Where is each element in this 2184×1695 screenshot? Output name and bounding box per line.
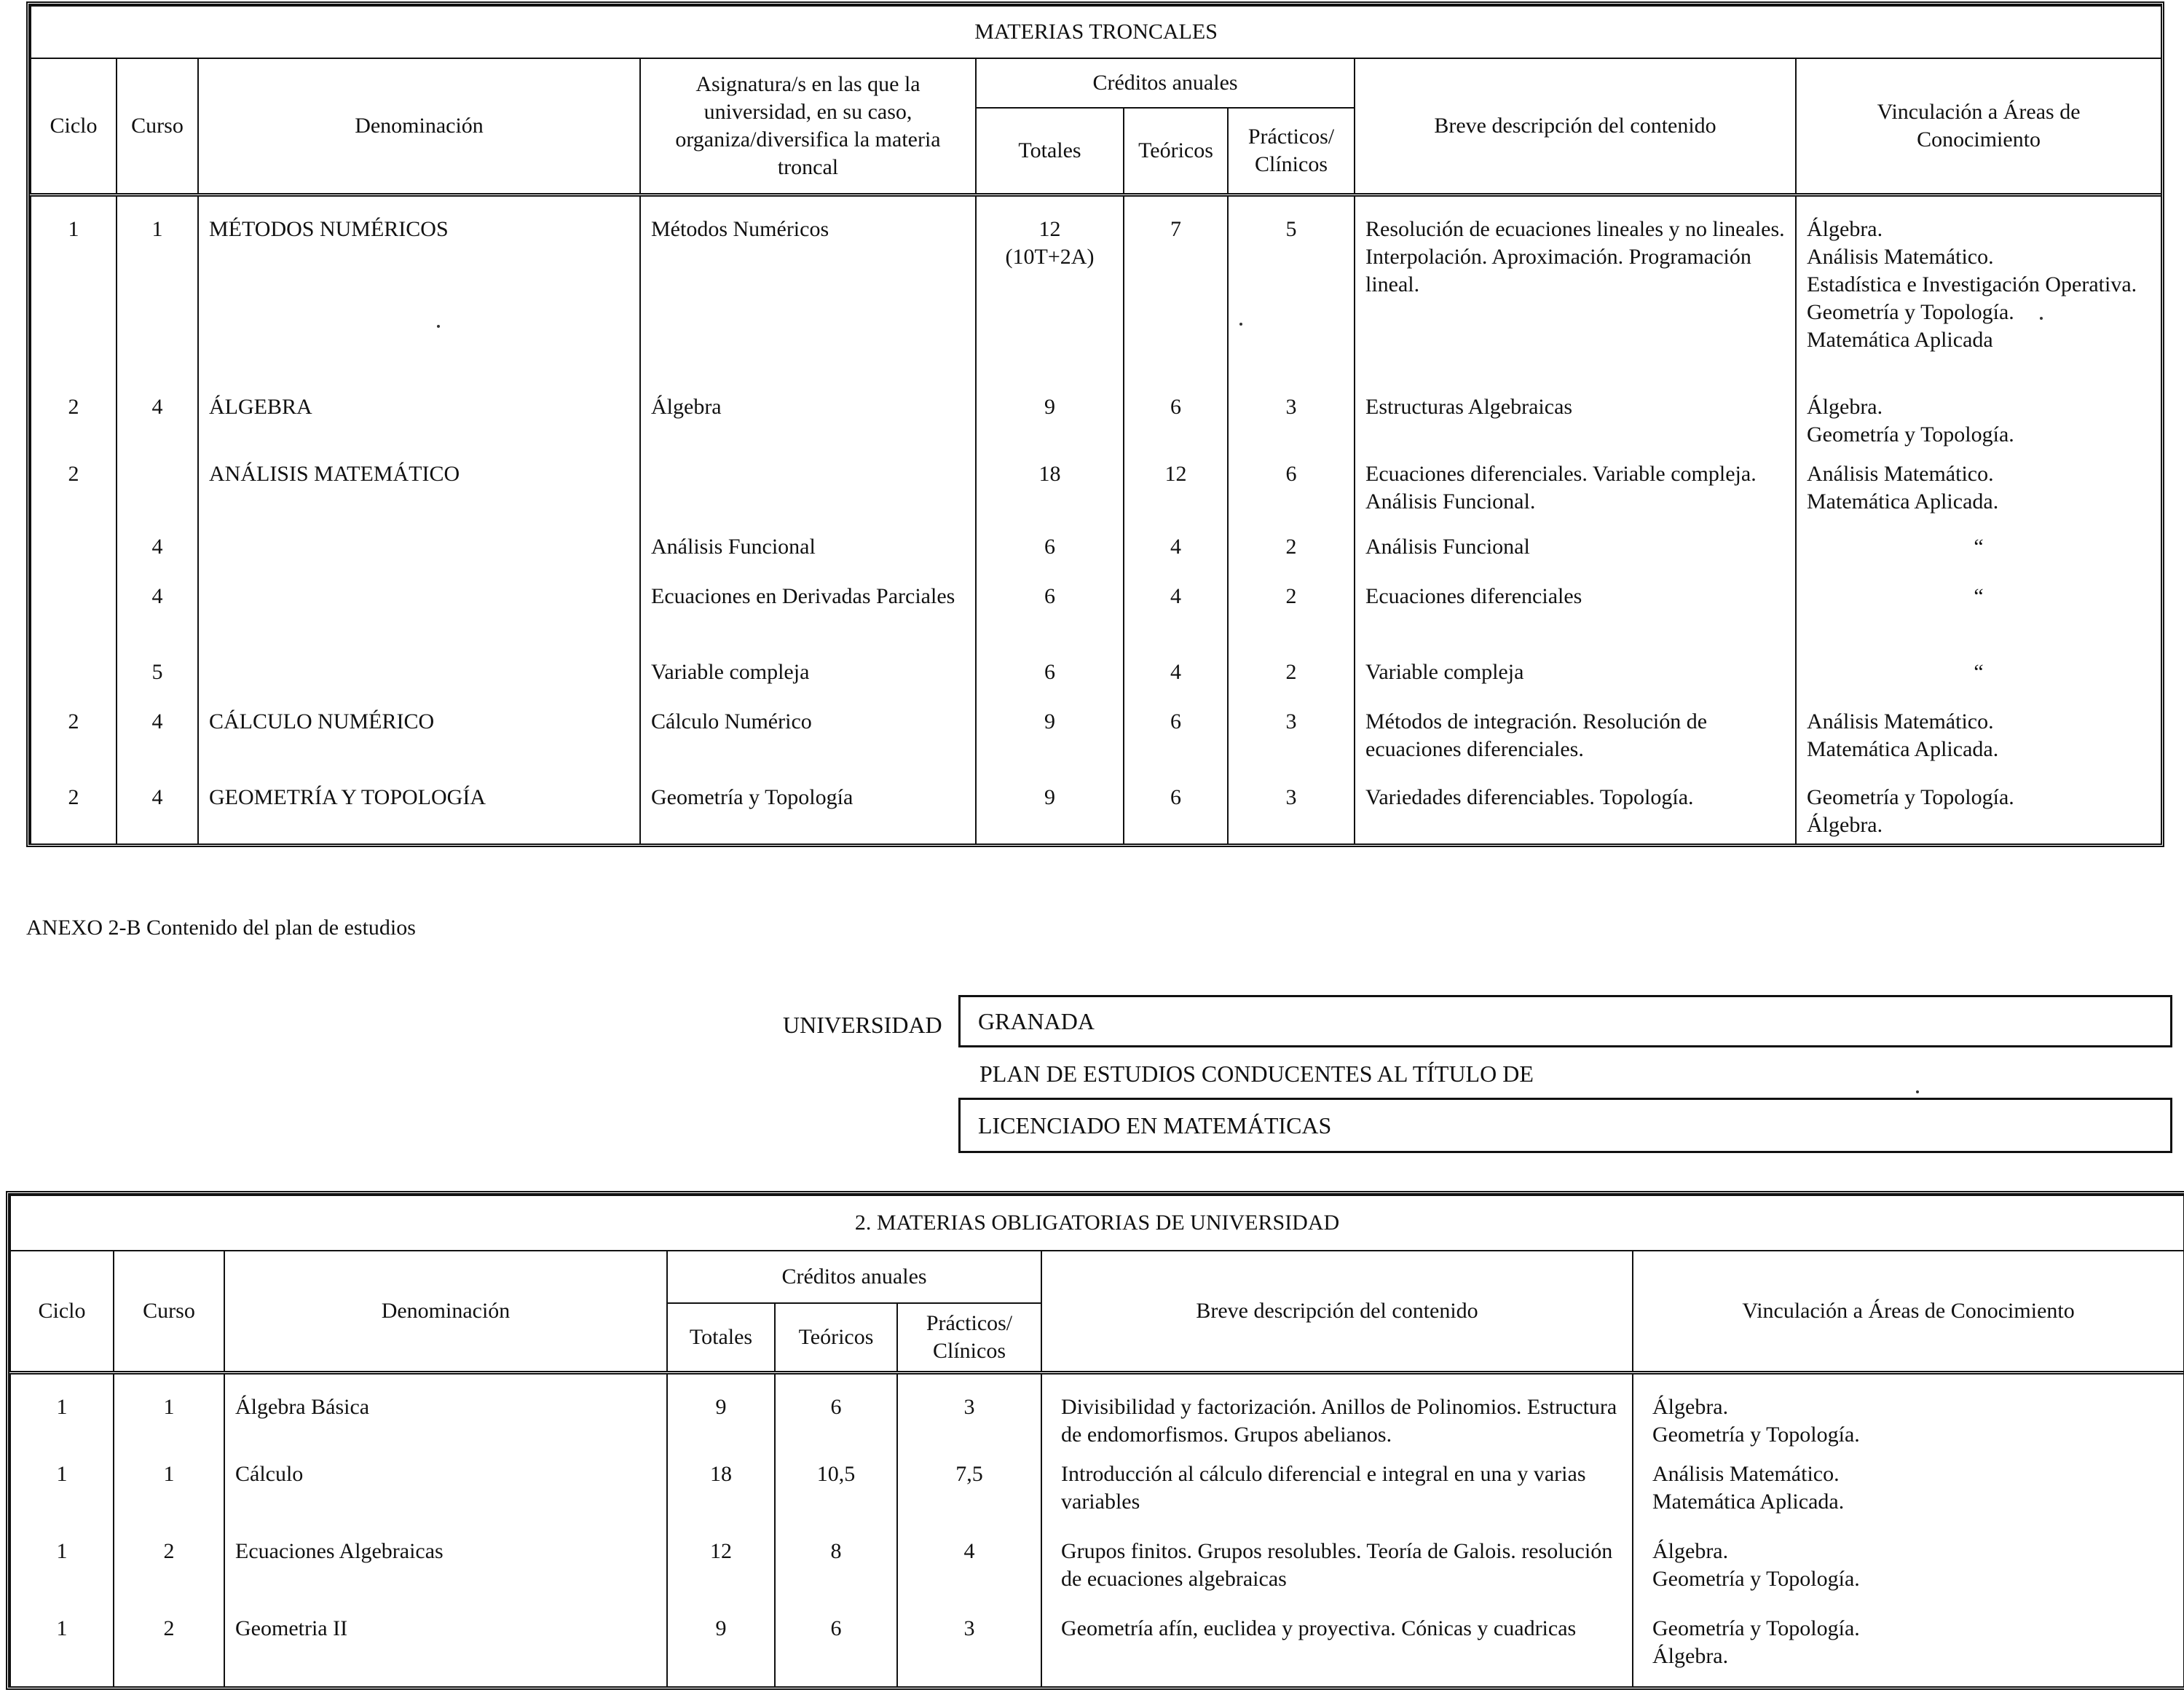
header-asignaturas: Asignatura/s en las que la universidad, en su caso, organiza/diversifica la materia troncal (640, 58, 976, 195)
cell-descripcion: Ecuaciones diferenciales. Variable compleja. Análisis Funcional. (1355, 455, 1796, 527)
vinculacion-line: Matemática Aplicada. (1807, 736, 1999, 761)
vinculacion-line: Geometría y Topología. (1807, 300, 2014, 324)
header-descripcion: Breve descripción del contenido (1041, 1251, 1633, 1373)
table-row (10, 1609, 2184, 1686)
vinculacion-line: Geometría y Topología. (1652, 1423, 1860, 1447)
header-curso: Curso (117, 58, 198, 195)
cell-vinculacion (1796, 195, 2161, 388)
cell-curso (117, 455, 198, 527)
scan-speck (2040, 317, 2043, 320)
cell-ciclo: 2 (31, 778, 117, 843)
cell-practicos: 3 (897, 1609, 1041, 1686)
cell-practicos: 3 (1228, 388, 1355, 455)
cell-denominacion: ÁLGEBRA (198, 388, 640, 455)
totales-note: (10T+2A) (1005, 245, 1095, 269)
cell-denominacion: GEOMETRÍA Y TOPOLOGÍA (198, 778, 640, 843)
cell-curso: 4 (117, 778, 198, 843)
header-totales: Totales (667, 1303, 775, 1373)
cell-denominacion: Geometria II (224, 1609, 667, 1686)
table1-title: MATERIAS TRONCALES (31, 6, 2161, 58)
universidad-label: UNIVERSIDAD (783, 1012, 942, 1038)
vinculacion-line: Matemática Aplicada. (1652, 1489, 1845, 1514)
cell-descripcion: Grupos finitos. Grupos resolubles. Teoría de Galois. resolución de ecuaciones algebraicas (1041, 1532, 1633, 1609)
header-practicos: Prácticos/ Clínicos (897, 1303, 1041, 1373)
header-ciclo: Ciclo (10, 1251, 114, 1373)
vinculacion-line: Análisis Matemático. (1807, 245, 1994, 269)
cell-descripcion: Ecuaciones diferenciales (1355, 577, 1796, 653)
cell-ciclo: 1 (31, 195, 117, 388)
materias-obligatorias-table (6, 1191, 2184, 1690)
plan-text: PLAN DE ESTUDIOS CONDUCENTES AL TÍTULO DE (979, 1061, 1534, 1087)
header-denominacion: Denominación (198, 58, 640, 195)
vinculacion-line: Geometría y Topología. (1652, 1616, 1860, 1640)
vinculacion-line: Análisis Matemático. (1807, 709, 1994, 734)
universidad-value: GRANADA (978, 1007, 1095, 1034)
cell-denominacion (198, 653, 640, 702)
cell-teoricos: 4 (1124, 527, 1228, 577)
totales-value: 12 (1038, 217, 1061, 241)
cell-totales: 9 (976, 388, 1124, 455)
header-vinculacion: Vinculación a Áreas de Conocimiento (1633, 1251, 2184, 1373)
cell-teoricos: 6 (1124, 778, 1228, 843)
cell-asignatura: Análisis Funcional (640, 527, 976, 577)
cell-ciclo (31, 527, 117, 577)
table-row (31, 527, 2161, 577)
table-row (31, 455, 2161, 527)
cell-asignatura: Cálculo Numérico (640, 702, 976, 778)
table-row (10, 1455, 2184, 1532)
cell-curso: 4 (117, 388, 198, 455)
cell-totales: 18 (667, 1455, 775, 1532)
cell-practicos: 4 (897, 1532, 1041, 1609)
cell-curso: 2 (114, 1532, 224, 1609)
vinculacion-line: Álgebra. (1652, 1395, 1729, 1419)
cell-ciclo: 1 (10, 1373, 114, 1455)
cell-practicos: 2 (1228, 527, 1355, 577)
scan-speck (1916, 1090, 1919, 1093)
table-row (31, 702, 2161, 778)
cell-practicos: 7,5 (897, 1455, 1041, 1532)
table-row (31, 388, 2161, 455)
cell-totales: 6 (976, 577, 1124, 653)
cell-descripcion: Análisis Funcional (1355, 527, 1796, 577)
cell-practicos: 3 (1228, 702, 1355, 778)
cell-vinculacion (1633, 1373, 2184, 1455)
cell-asignatura: Ecuaciones en Derivadas Parciales (640, 577, 976, 653)
cell-teoricos: 10,5 (775, 1455, 897, 1532)
cell-denominacion: Álgebra Básica (224, 1373, 667, 1455)
header-creditos: Créditos anuales (976, 58, 1355, 108)
cell-asignatura: Geometría y Topología (640, 778, 976, 843)
cell-descripcion: Métodos de integración. Resolución de ecuaciones diferenciales. (1355, 702, 1796, 778)
cell-practicos: 3 (1228, 778, 1355, 843)
table-row (31, 195, 2161, 388)
cell-descripcion: Geometría afín, euclidea y proyectiva. Cónicas y cuadricas (1041, 1609, 1633, 1686)
cell-ciclo: 2 (31, 388, 117, 455)
cell-teoricos: 12 (1124, 455, 1228, 527)
cell-totales: 9 (976, 702, 1124, 778)
cell-practicos: 2 (1228, 653, 1355, 702)
cell-curso: 4 (117, 702, 198, 778)
cell-descripcion: Variedades diferenciables. Topología. (1355, 778, 1796, 843)
cell-denominacion: ANÁLISIS MATEMÁTICO (198, 455, 640, 527)
cell-teoricos: 8 (775, 1532, 897, 1609)
cell-totales: 6 (976, 527, 1124, 577)
cell-vinculacion (1796, 388, 2161, 455)
cell-teoricos: 4 (1124, 653, 1228, 702)
cell-curso: 1 (114, 1455, 224, 1532)
vinculacion-line: Álgebra. (1807, 812, 1883, 837)
cell-curso: 1 (114, 1373, 224, 1455)
cell-totales: 12 (667, 1532, 775, 1609)
cell-descripcion: Divisibilidad y factorización. Anillos de Polinomios. Estructura de endomorfismos. Grupos abelianos. (1041, 1373, 1633, 1455)
header-denominacion: Denominación (224, 1251, 667, 1373)
cell-ciclo: 1 (10, 1532, 114, 1609)
vinculacion-line: Álgebra. (1652, 1643, 1729, 1668)
table-row (31, 778, 2161, 843)
cell-asignatura (640, 455, 976, 527)
cell-ciclo: 1 (10, 1609, 114, 1686)
header-vinculacion: Vinculación a Áreas de Conocimiento (1796, 58, 2161, 195)
vinculacion-line: Geometría y Topología. (1652, 1566, 1860, 1591)
cell-ciclo: 2 (31, 702, 117, 778)
header-teoricos: Teóricos (1124, 108, 1228, 195)
cell-teoricos: 4 (1124, 577, 1228, 653)
cell-vinculacion (1633, 1609, 2184, 1686)
header-totales: Totales (976, 108, 1124, 195)
table2-title: 2. MATERIAS OBLIGATORIAS DE UNIVERSIDAD (10, 1195, 2184, 1251)
cell-ciclo: 1 (10, 1455, 114, 1532)
vinculacion-line: Matemática Aplicada. (1807, 489, 1999, 514)
table-row (31, 653, 2161, 702)
cell-vinculacion (1633, 1455, 2184, 1532)
cell-ciclo (31, 653, 117, 702)
cell-descripcion: Resolución de ecuaciones lineales y no lineales. Interpolación. Aproximación. Programación lineal. (1355, 195, 1796, 388)
cell-totales: 9 (667, 1373, 775, 1455)
cell-denominacion: Ecuaciones Algebraicas (224, 1532, 667, 1609)
scan-speck (437, 325, 440, 328)
cell-asignatura: Álgebra (640, 388, 976, 455)
cell-vinculacion: “ (1796, 577, 2161, 653)
vinculacion-line: Análisis Matemático. (1652, 1461, 1840, 1486)
cell-vinculacion: “ (1796, 653, 2161, 702)
cell-teoricos: 6 (775, 1373, 897, 1455)
vinculacion-line: Álgebra. (1807, 217, 1883, 241)
vinculacion-line: Análisis Matemático. (1807, 461, 1994, 486)
table-row (10, 1373, 2184, 1455)
table-row (10, 1532, 2184, 1609)
cell-descripcion: Estructuras Algebraicas (1355, 388, 1796, 455)
cell-teoricos: 6 (775, 1609, 897, 1686)
cell-teoricos: 6 (1124, 388, 1228, 455)
vinculacion-line: Álgebra. (1652, 1538, 1729, 1563)
vinculacion-line: Matemática Aplicada (1807, 328, 1993, 352)
cell-descripcion: Variable compleja (1355, 653, 1796, 702)
cell-curso: 4 (117, 527, 198, 577)
cell-teoricos: 6 (1124, 702, 1228, 778)
cell-asignatura: Variable compleja (640, 653, 976, 702)
cell-curso: 1 (117, 195, 198, 388)
cell-denominacion (198, 577, 640, 653)
vinculacion-line: Álgebra. (1807, 394, 1883, 419)
cell-curso: 2 (114, 1609, 224, 1686)
cell-curso: 4 (117, 577, 198, 653)
cell-vinculacion (1796, 455, 2161, 527)
cell-denominacion: MÉTODOS NUMÉRICOS (198, 195, 640, 388)
header-practicos: Prácticos/ Clínicos (1228, 108, 1355, 195)
header-teoricos: Teóricos (775, 1303, 897, 1373)
cell-practicos: 2 (1228, 577, 1355, 653)
annex-caption: ANEXO 2-B Contenido del plan de estudios (26, 916, 416, 940)
cell-totales: 9 (667, 1609, 775, 1686)
titulo-box (958, 1098, 2172, 1153)
cell-vinculacion (1796, 778, 2161, 843)
header-creditos: Créditos anuales (667, 1251, 1041, 1303)
titulo-value: LICENCIADO EN MATEMÁTICAS (978, 1112, 1332, 1138)
cell-totales: 9 (976, 778, 1124, 843)
cell-practicos: 5 (1228, 195, 1355, 388)
vinculacion-line: Geometría y Topología. (1807, 784, 2014, 809)
cell-ciclo (31, 577, 117, 653)
cell-teoricos: 7 (1124, 195, 1228, 388)
cell-descripcion: Introducción al cálculo diferencial e integral en una y varias variables (1041, 1455, 1633, 1532)
header-descripcion: Breve descripción del contenido (1355, 58, 1796, 195)
header-ciclo: Ciclo (31, 58, 117, 195)
cell-totales: 18 (976, 455, 1124, 527)
cell-totales: 6 (976, 653, 1124, 702)
cell-denominacion (198, 527, 640, 577)
vinculacion-line: Estadística e Investigación Operativa. (1807, 272, 2137, 296)
cell-denominacion: CÁLCULO NUMÉRICO (198, 702, 640, 778)
universidad-box (958, 995, 2172, 1047)
cell-vinculacion (1633, 1532, 2184, 1609)
scan-speck (1239, 323, 1242, 326)
cell-practicos: 3 (897, 1373, 1041, 1455)
materias-troncales-table (26, 1, 2164, 847)
cell-vinculacion: “ (1796, 527, 2161, 577)
cell-totales (976, 195, 1124, 388)
cell-practicos: 6 (1228, 455, 1355, 527)
cell-vinculacion (1796, 702, 2161, 778)
cell-curso: 5 (117, 653, 198, 702)
header-curso: Curso (114, 1251, 224, 1373)
vinculacion-line: Geometría y Topología. (1807, 422, 2014, 447)
table-row (31, 577, 2161, 653)
cell-ciclo: 2 (31, 455, 117, 527)
cell-denominacion: Cálculo (224, 1455, 667, 1532)
cell-asignatura: Métodos Numéricos (640, 195, 976, 388)
